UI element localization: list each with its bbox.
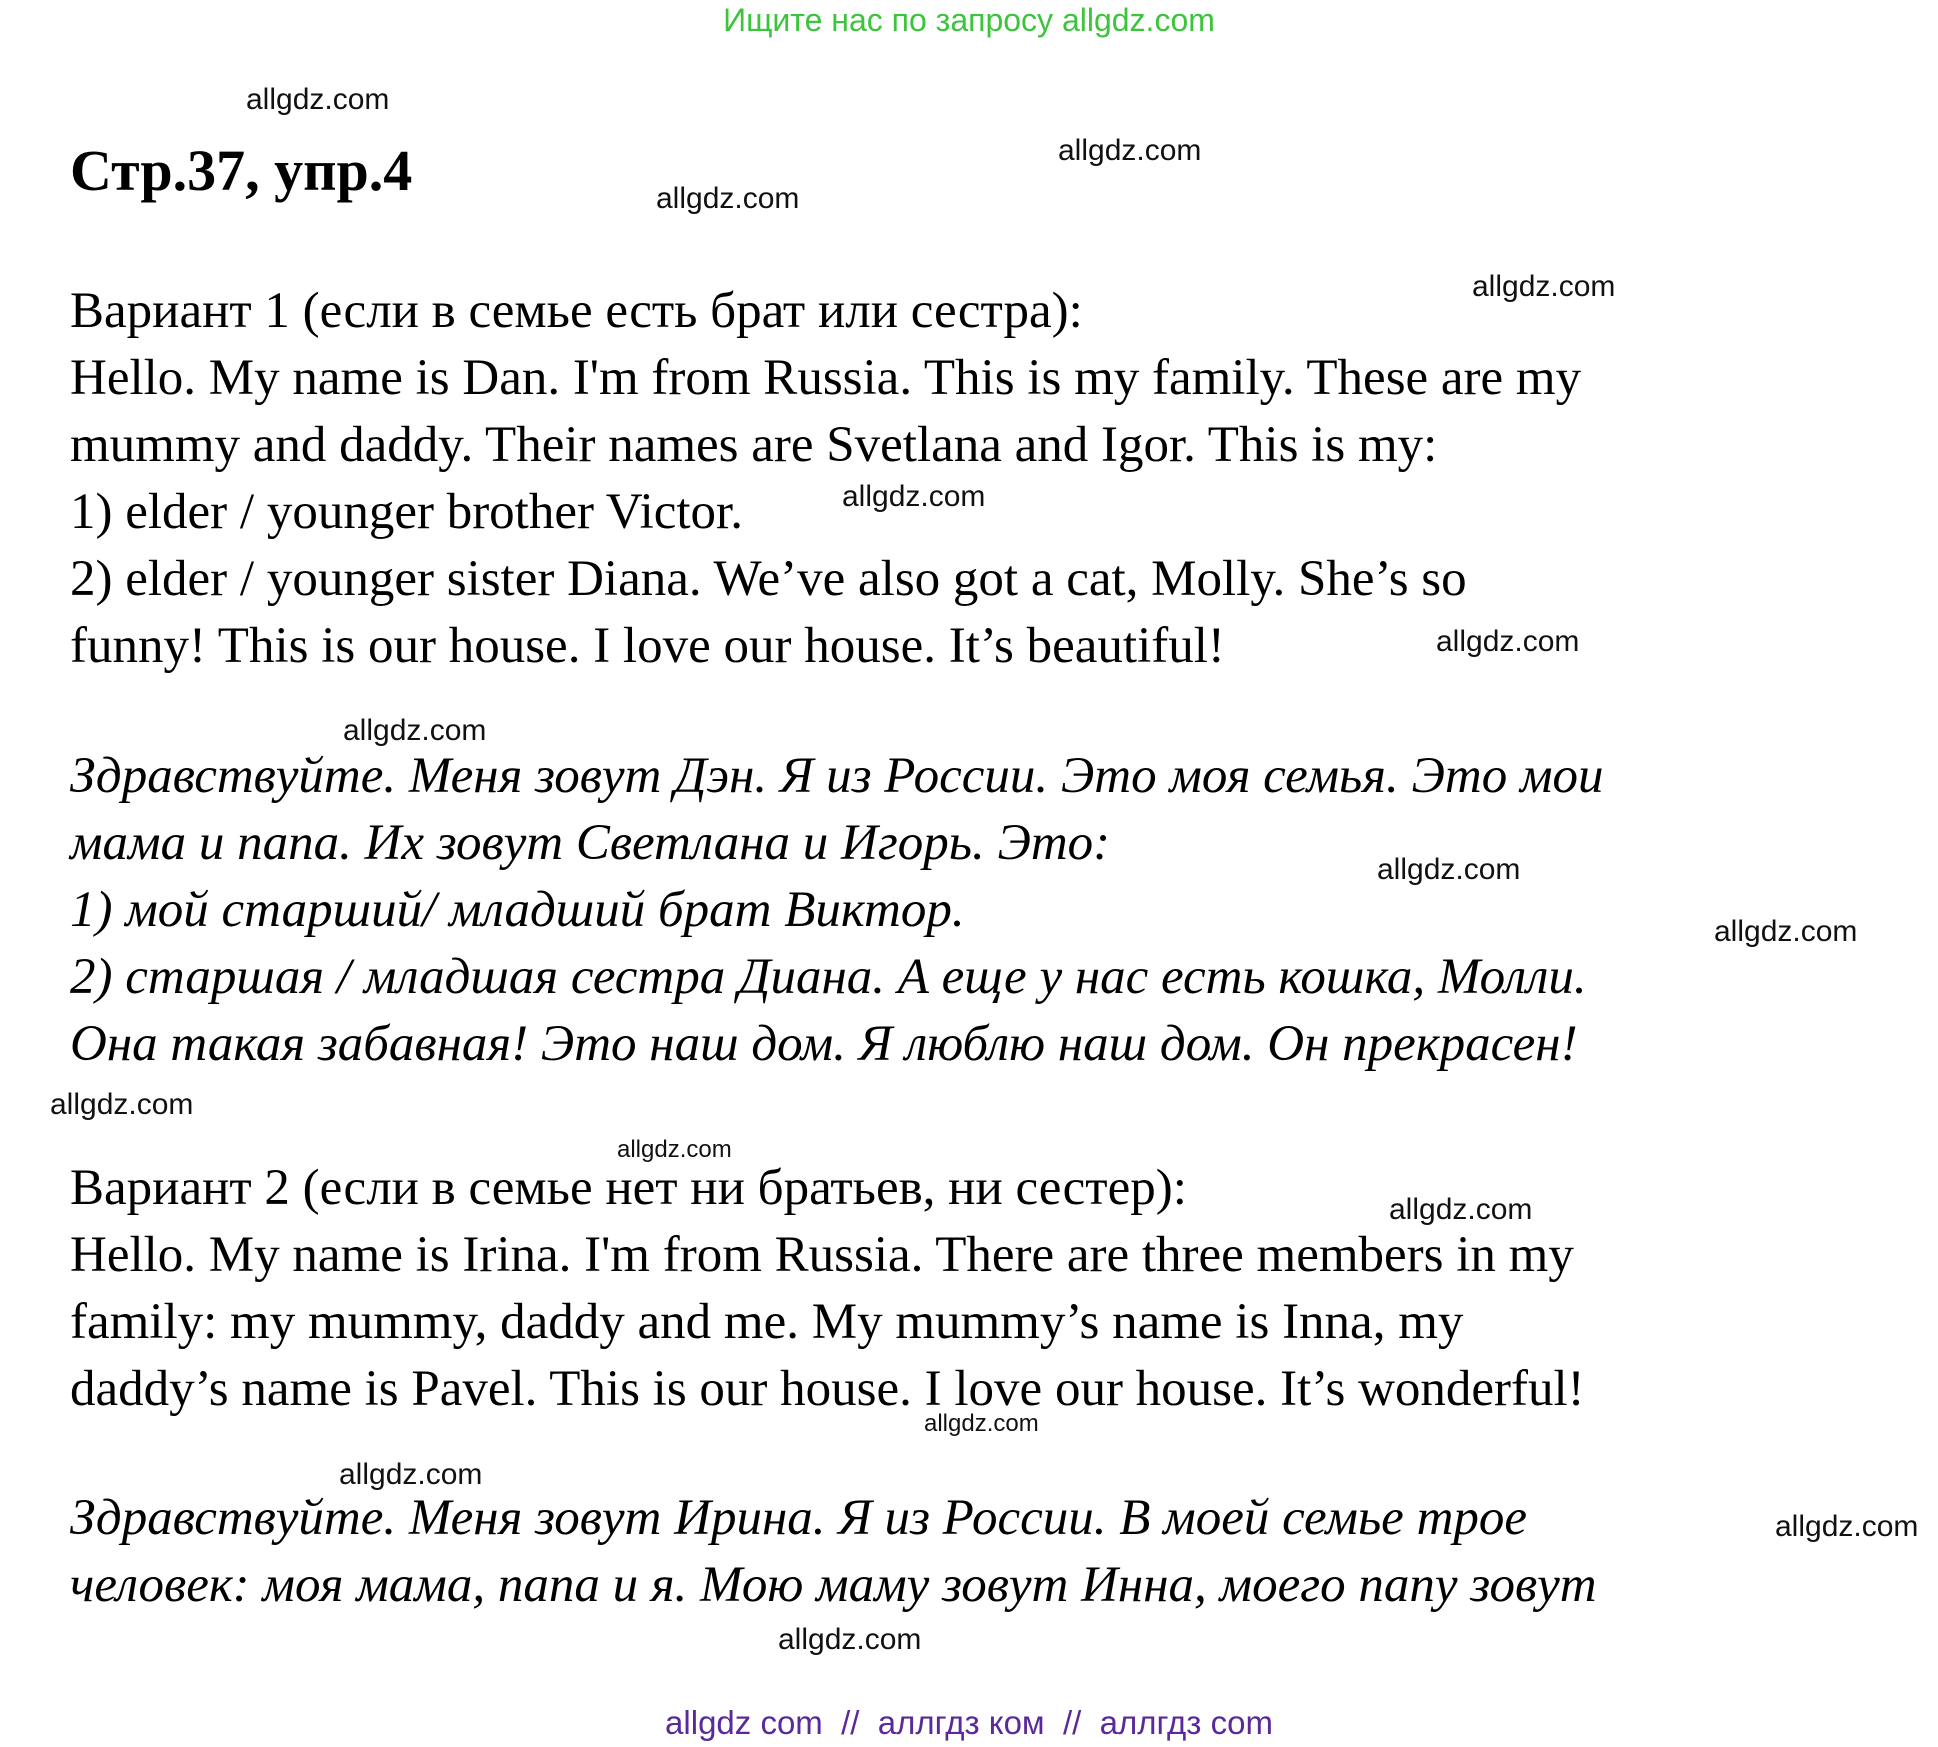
watermark: allgdz.com (1436, 625, 1580, 658)
watermark: allgdz.com (1058, 134, 1202, 167)
text-line: daddy’s name is Pavel. This is our house. I love our house. It’s wonderful! (70, 1361, 1585, 1417)
text-line: family: my mummy, daddy and me. My mummy’s name is Inna, my (70, 1294, 1464, 1350)
translation-line: Здравствуйте. Меня зовут Дэн. Я из России. Это моя семья. Это мои (70, 748, 1604, 804)
variant-1-title: Вариант 1 (если в семье есть брат или сестра): (70, 283, 1083, 339)
watermark: allgdz.com (50, 1088, 194, 1121)
variant-2-title: Вариант 2 (если в семье нет ни братьев, ни сестер): (70, 1160, 1187, 1216)
page-heading: Стр.37, упр.4 (70, 138, 413, 203)
watermark: allgdz.com (778, 1623, 922, 1656)
watermark: allgdz.com (656, 182, 800, 215)
translation-line: 2) старшая / младшая сестра Диана. А еще у нас есть кошка, Молли. (70, 949, 1587, 1005)
text-line: mummy and daddy. Their names are Svetlana and Igor. This is my: (70, 417, 1438, 473)
text-line: Hello. My name is Irina. I'm from Russia. There are three members in my (70, 1227, 1574, 1283)
translation-line: человек: моя мама, папа и я. Мою маму зовут Инна, моего папу зовут (70, 1557, 1597, 1613)
watermark: allgdz.com (842, 480, 986, 513)
watermark: allgdz.com (1714, 915, 1858, 948)
watermark: allgdz.com (1389, 1193, 1533, 1226)
translation-line: мама и папа. Их зовут Светлана и Игорь. Это: (70, 815, 1111, 871)
watermark: allgdz.com (246, 83, 390, 116)
watermark: allgdz.com (1377, 853, 1521, 886)
translation-line: Она такая забавная! Это наш дом. Я люблю наш дом. Он прекрасен! (70, 1016, 1578, 1072)
text-line: funny! This is our house. I love our house. It’s beautiful! (70, 618, 1225, 674)
variant-1-translation (70, 743, 1930, 1078)
watermark: allgdz.com (1472, 270, 1616, 303)
translation-line: Здравствуйте. Меня зовут Ирина. Я из России. В моей семье трое (70, 1490, 1528, 1546)
watermark: allgdz.com (617, 1136, 732, 1163)
watermark: allgdz.com (924, 1410, 1039, 1437)
watermark: allgdz.com (339, 1458, 483, 1491)
watermark: allgdz.com (343, 714, 487, 747)
variant-2-translation (70, 1485, 1930, 1619)
watermark: allgdz.com (1775, 1510, 1919, 1543)
text-line: Hello. My name is Dan. I'm from Russia. This is my family. These are my (70, 350, 1582, 406)
footer-links[interactable]: allgdz com // аллгдз ком // аллгдз com (665, 1704, 1273, 1741)
variant-2-text (70, 1155, 1930, 1423)
text-line: 2) elder / younger sister Diana. We’ve also got a cat, Molly. She’s so (70, 551, 1467, 607)
variant-1-text (70, 278, 1930, 680)
translation-line: 1) мой старший/ младший брат Виктор. (70, 882, 965, 938)
top-banner[interactable]: Ищите нас по запросу allgdz.com (723, 2, 1215, 38)
text-line: 1) elder / younger brother Victor. (70, 484, 743, 540)
